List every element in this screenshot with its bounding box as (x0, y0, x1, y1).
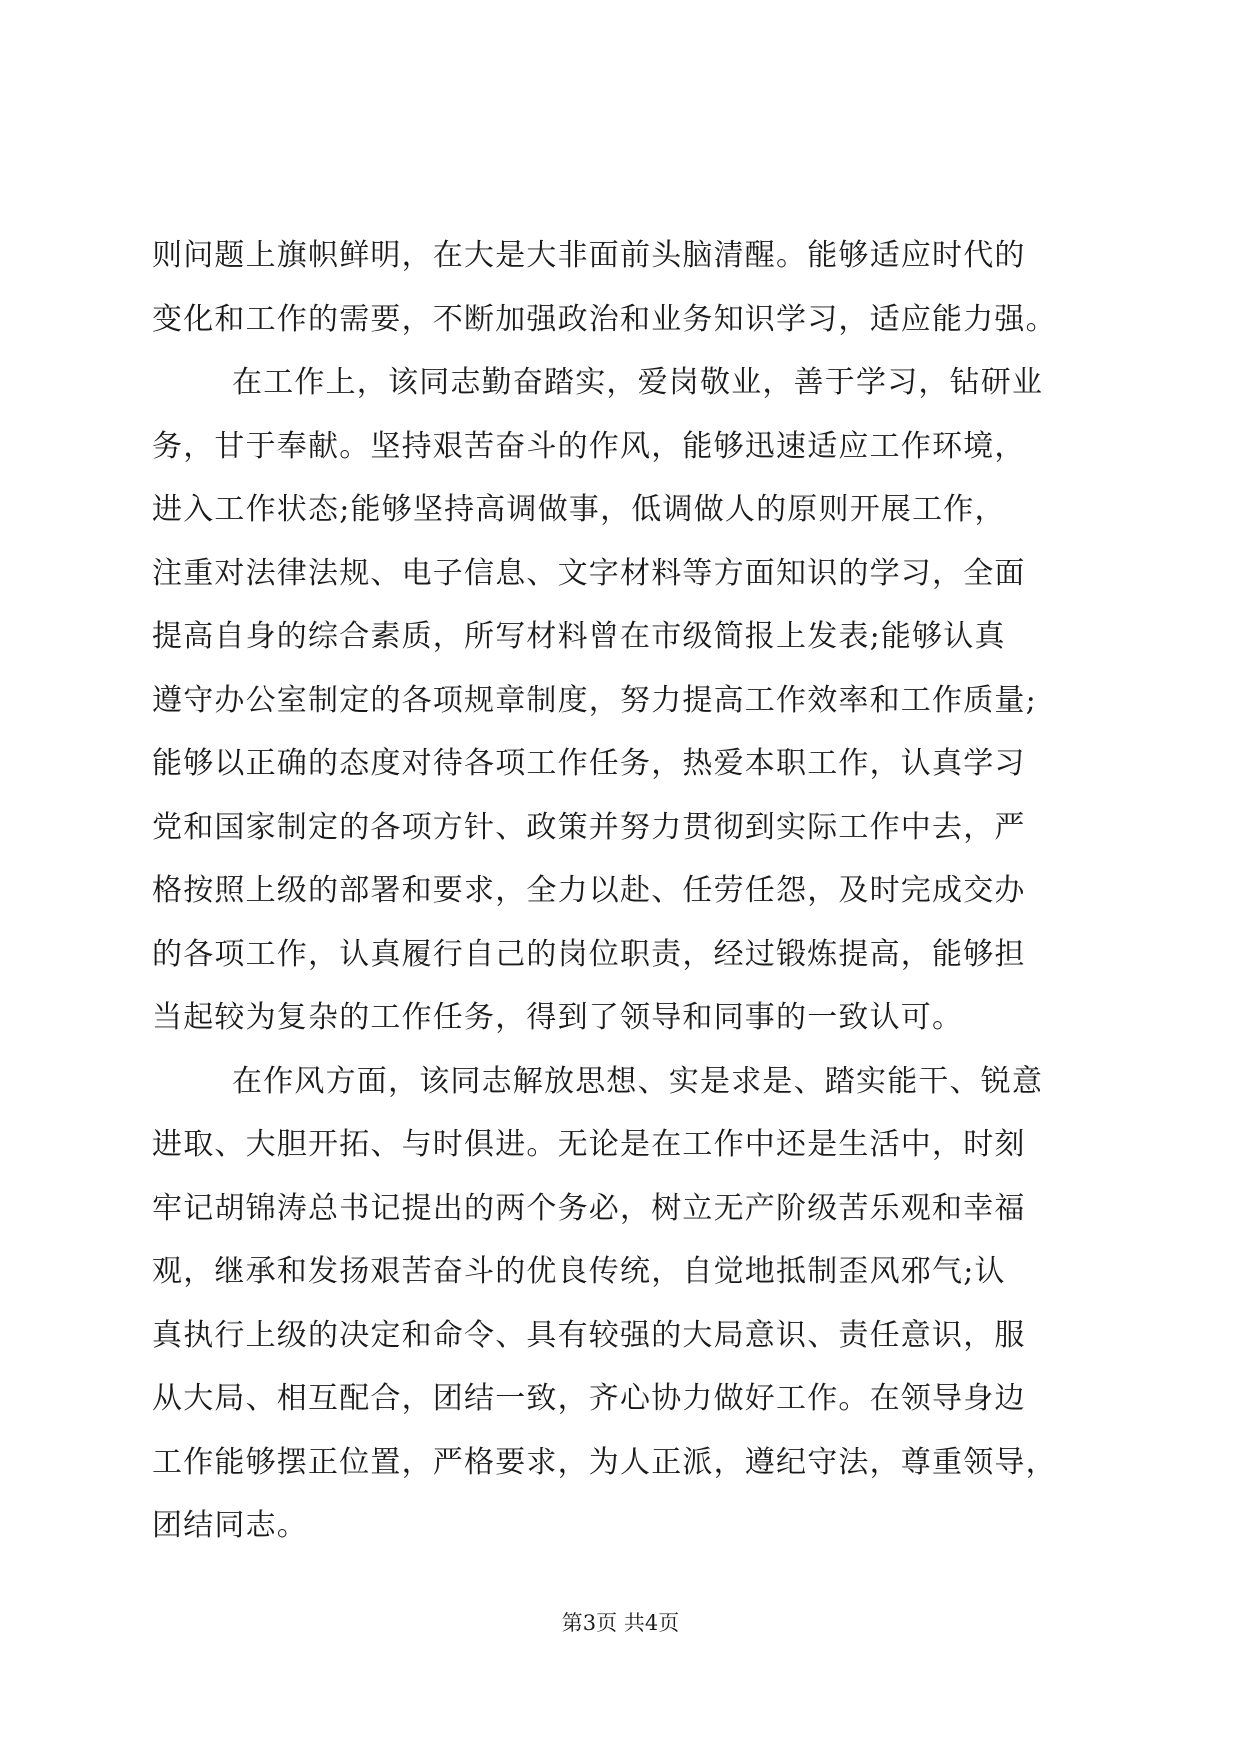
text-line: 牢记胡锦涛总书记提出的两个务必，树立无产阶级苦乐观和幸福 (152, 1190, 1026, 1226)
text-line: 党和国家制定的各项方针、政策并努力贯彻到实际工作中去，严 (152, 809, 1026, 845)
text-line: 务，甘于奉献。坚持艰苦奋斗的作风，能够迅速适应工作环境， (152, 428, 1026, 464)
text-line: 遵守办公室制定的各项规章制度，努力提高工作效率和工作质量; (152, 682, 1037, 718)
text-line: 格按照上级的部署和要求，全力以赴、任劳任怨，及时完成交办 (152, 873, 1026, 908)
page-footer: 第3页 共4页 (561, 1611, 680, 1635)
text-line: 提高自身的综合素质，所写材料曾在市级简报上发表;能够认真 (152, 619, 1006, 654)
text-line: 在工作上，该同志勤奋踏实，爱岗敬业，善于学习，钻研业 (232, 365, 1044, 400)
text-line: 当起较为复杂的工作任务，得到了领导和同事的一致认可。 (152, 1000, 964, 1035)
text-line: 进取、大胆开拓、与时俱进。无论是在工作中还是生活中，时刻 (152, 1127, 1026, 1162)
text-line: 观，继承和发扬艰苦奋斗的优良传统，自觉地抵制歪风邪气;认 (152, 1254, 1006, 1289)
text-line: 在作风方面，该同志解放思想、实是求是、踏实能干、锐意 (232, 1063, 1044, 1099)
text-line: 真执行上级的决定和命令、具有较强的大局意识、责任意识，服 (152, 1317, 1026, 1353)
text-line: 的各项工作，认真履行自己的岗位职责，经过锻炼提高，能够担 (152, 936, 1026, 972)
text-line: 进入工作状态;能够坚持高调做事，低调做人的原则开展工作， (152, 492, 1006, 527)
text-line: 则问题上旗帜鲜明，在大是大非面前头脑清醒。能够适应时代的 (152, 238, 1026, 273)
body-text (152, 224, 1097, 1558)
text-line: 变化和工作的需要，不断加强政治和业务知识学习，适应能力强。 (152, 301, 1057, 337)
text-line: 从大局、相互配合，团结一致，齐心协力做好工作。在领导身边 (152, 1381, 1026, 1416)
text-line: 工作能够摆正位置，严格要求，为人正派，遵纪守法，尊重领导， (152, 1444, 1057, 1480)
text-line: 团结同志。 (152, 1508, 308, 1543)
text-line: 注重对法律法规、电子信息、文字材料等方面知识的学习，全面 (152, 555, 1026, 591)
text-line: 能够以正确的态度对待各项工作任务，热爱本职工作，认真学习 (152, 746, 1026, 781)
